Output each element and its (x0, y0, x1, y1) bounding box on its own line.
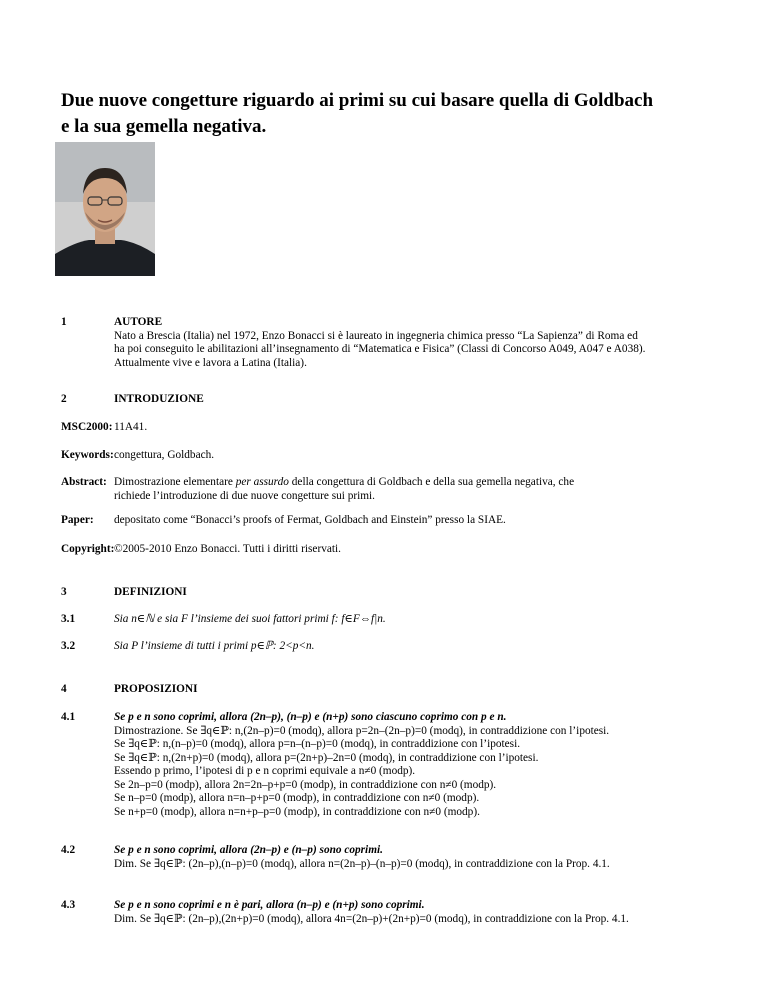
proposition-statement: Se p e n sono coprimi, allora (2n–p), (n–p) e (n+p) sono ciascuno coprimo con p e n. (114, 711, 507, 723)
meta-label: MSC2000: (61, 421, 113, 433)
proof-line: Essendo p primo, l’ipotesi di p e n coprimi equivale a n≠0 (modp). (114, 765, 416, 777)
item-number: 3.1 (61, 613, 76, 625)
section-number: 1 (61, 316, 67, 328)
section-heading: PROPOSIZIONI (114, 683, 198, 695)
author-photo (55, 142, 155, 276)
section-heading: DEFINIZIONI (114, 586, 187, 598)
item-number: 4.3 (61, 899, 76, 911)
proof-line: Se 2n–p=0 (modp), allora 2n=2n–p+p=0 (modp), in contraddizione con n≠0 (modp). (114, 778, 497, 791)
section-number: 4 (61, 683, 67, 695)
abstract-line-1: Dimostrazione elementare per assurdo della congettura di Goldbach e della sua gemella negativa, che (114, 476, 575, 488)
item-number: 4.1 (61, 711, 76, 723)
item-number: 4.2 (61, 844, 76, 856)
item-number: 3.2 (61, 640, 76, 652)
author-line-2: ha poi conseguito le abilitazioni all’insegnamento di “Matematica e Fisica” (Classi di Concorso A049, A047 e A038). (114, 343, 646, 355)
proof-line: Se ∃q∈ℙ: n,(n–p)=0 (modq), allora p=n–(n–p)=0 (modq), in contraddizione con l’ipotesi. (114, 738, 521, 750)
section-heading: INTRODUZIONE (114, 393, 204, 405)
proposition-statement: Se p e n sono coprimi e n è pari, allora (n–p) e (n+p) sono coprimi. (114, 899, 425, 911)
page-title (61, 88, 721, 140)
proof-line: Dim. Se ∃q∈ℙ: (2n–p),(2n+p)=0 (modq), allora 4n=(2n–p)+(2n+p)=0 (modq), in contraddizione con la Prop. 4.1. (114, 912, 629, 925)
meta-value: 11A41. (114, 421, 148, 433)
abstract-line-2: richiede l’introduzione di due nuove congetture sui primi. (114, 489, 376, 502)
section-number: 3 (61, 586, 67, 598)
meta-value: ©2005-2010 Enzo Bonacci. Tutti i diritti riservati. (114, 543, 341, 555)
proof-line: Se ∃q∈ℙ: n,(2n+p)=0 (modq), allora p=(2n+p)–2n=0 (modq), in contraddizione con l’ipotesi. (114, 751, 539, 764)
author-line-1: Nato a Brescia (Italia) nel 1972, Enzo Bonacci si è laureato in ingegneria chimica presso “La Sapienza” di Roma ed (114, 329, 638, 342)
meta-label: Paper: (61, 514, 94, 526)
author-line-3: Attualmente vive e lavora a Latina (Italia). (114, 356, 307, 369)
section-number: 2 (61, 393, 67, 405)
meta-label: Keywords: (61, 449, 114, 461)
definition-text: Sia P l’insieme di tutti i primi p∈ℙ: 2<p<n. (114, 640, 315, 652)
title-line-2: e la sua gemella negativa. (61, 116, 267, 137)
proposition-statement: Se p e n sono coprimi, allora (2n–p) e (n–p) sono coprimi. (114, 844, 383, 856)
meta-value: congettura, Goldbach. (114, 449, 215, 461)
proof-line: Dimostrazione. Se ∃q∈ℙ: n,(2n–p)=0 (modq), allora p=2n–(2n–p)=0 (modq), in contraddizione con l’ipotesi. (114, 724, 610, 737)
proof-line: Se n+p=0 (modp), allora n=n+p–p=0 (modp), in contraddizione con n≠0 (modp). (114, 805, 480, 818)
definition-text: Sia n∈ℕ e sia F l’insieme dei suoi fattori primi f: f∈F⇔f|n. (114, 613, 386, 625)
meta-label: Abstract: (61, 476, 107, 488)
proof-line: Dim. Se ∃q∈ℙ: (2n–p),(n–p)=0 (modq), allora n=(2n–p)–(n–p)=0 (modq), in contraddizione con la Prop. 4.1. (114, 857, 610, 870)
meta-value: depositato come “Bonacci’s proofs of Fermat, Goldbach and Einstein” presso la SIAE. (114, 514, 506, 526)
section-heading: AUTORE (114, 316, 163, 328)
meta-label: Copyright: (61, 543, 115, 555)
proof-line: Se n–p=0 (modp), allora n=n–p+p=0 (modp), in contraddizione con n≠0 (modp). (114, 792, 480, 804)
title-line-1: Due nuove congetture riguardo ai primi su cui basare quella di Goldbach (61, 90, 654, 111)
